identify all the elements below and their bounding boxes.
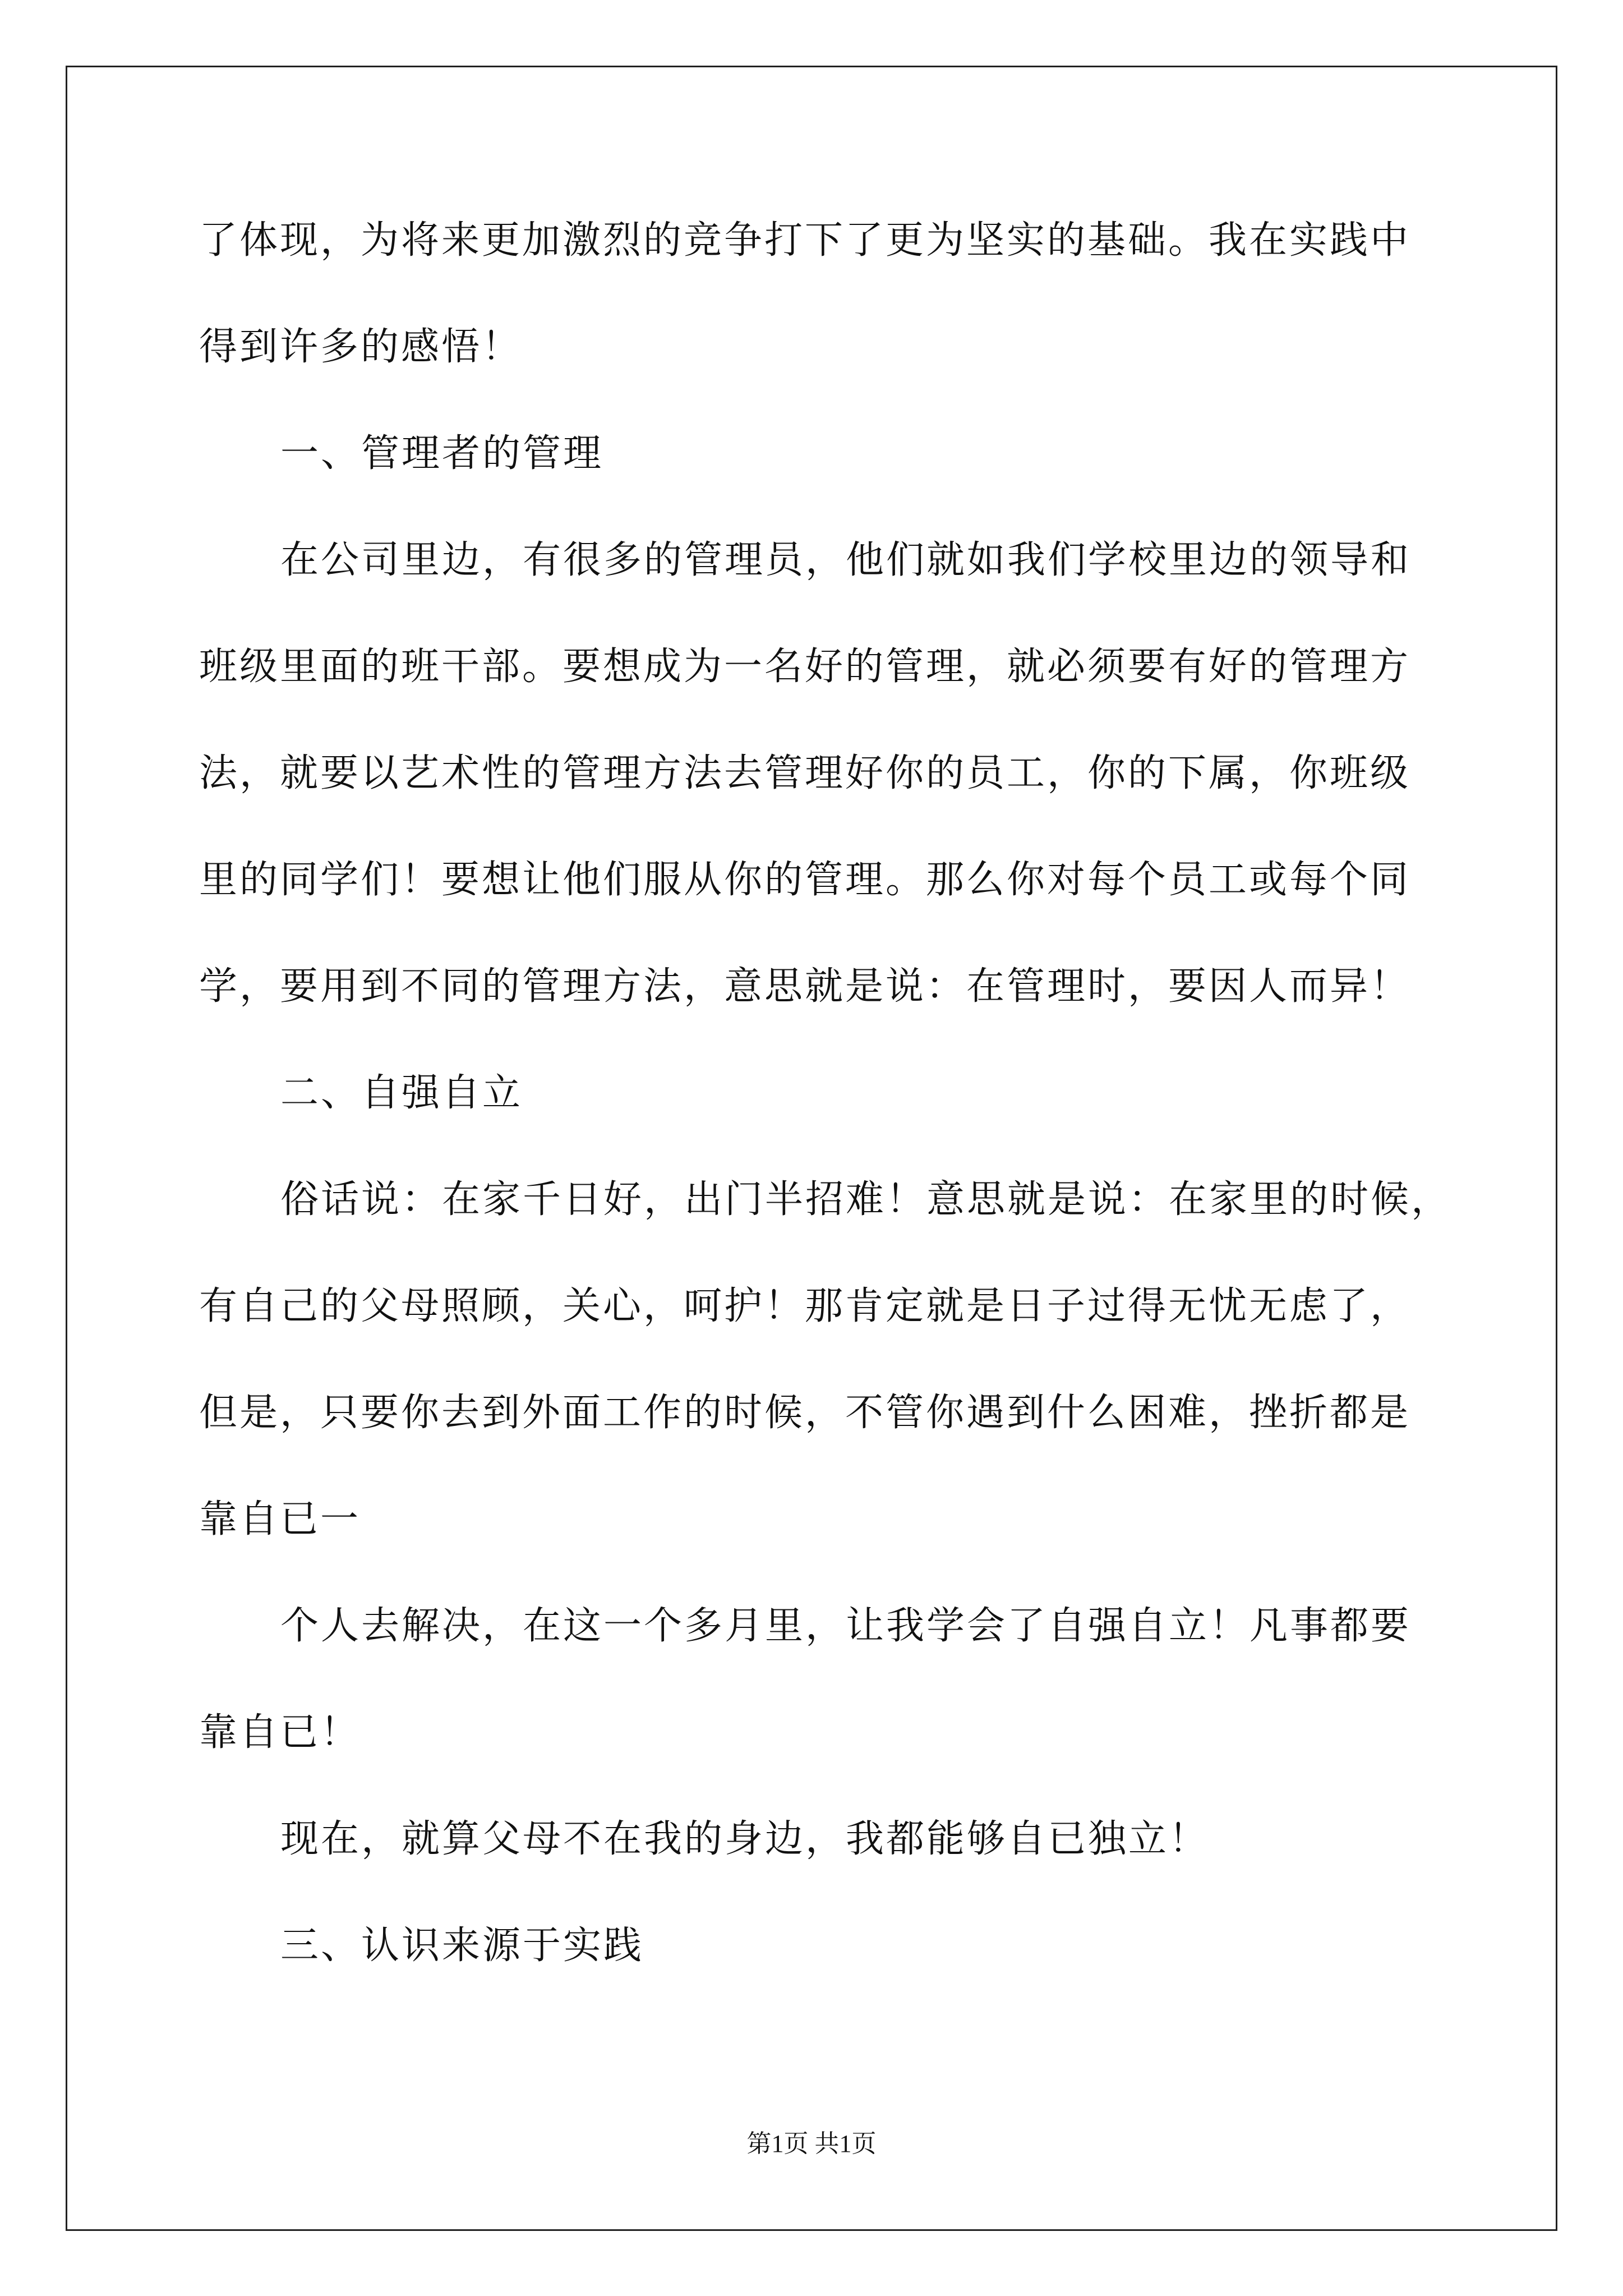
section-heading-1: 一、管理者的管理 [280, 431, 604, 476]
body-line-6: 里的同学们！要想让他们服从你的管理。那么你对每个员工或每个同 [199, 858, 1411, 902]
body-line-5: 法，就要以艺术性的管理方法去管理好你的员工，你的下属，你班级 [199, 751, 1411, 795]
page-number-footer: 第1页 共1页 [746, 2130, 877, 2157]
page-border [66, 66, 1557, 2231]
body-line-14: 现在，就算父母不在我的身边，我都能够自已独立！ [280, 1817, 1210, 1861]
body-line-7: 学，要用到不同的管理方法，意思就是说：在管理时，要因人而异！ [199, 964, 1411, 1009]
body-line-11: 靠自已一 [199, 1497, 361, 1542]
section-heading-3: 三、认识来源于实践 [280, 1924, 644, 1968]
body-line-10: 但是，只要你去到外面工作的时候，不管你遇到什么困难，挫折都是 [199, 1391, 1411, 1435]
body-line-12: 个人去解决，在这一个多月里，让我学会了自强自立！凡事都要 [280, 1604, 1412, 1648]
body-line-2: 得到许多的感悟！ [199, 325, 523, 369]
body-line-8: 俗话说：在家千日好，出门半招难！意思就是说：在家里的时候， [280, 1177, 1452, 1222]
body-line-13: 靠自已！ [199, 1710, 361, 1755]
body-line-3: 在公司里边，有很多的管理员，他们就如我们学校里边的领导和 [280, 538, 1412, 582]
body-line-4: 班级里面的班干部。要想成为一名好的管理，就必须要有好的管理方 [199, 645, 1411, 689]
body-line-1: 了体现，为将来更加激烈的竞争打下了更为坚实的基础。我在实践中 [199, 218, 1411, 263]
section-heading-2: 二、自强自立 [280, 1071, 523, 1115]
body-line-9: 有自己的父母照顾，关心，呵护！那肯定就是日子过得无忧无虑了， [199, 1284, 1411, 1328]
